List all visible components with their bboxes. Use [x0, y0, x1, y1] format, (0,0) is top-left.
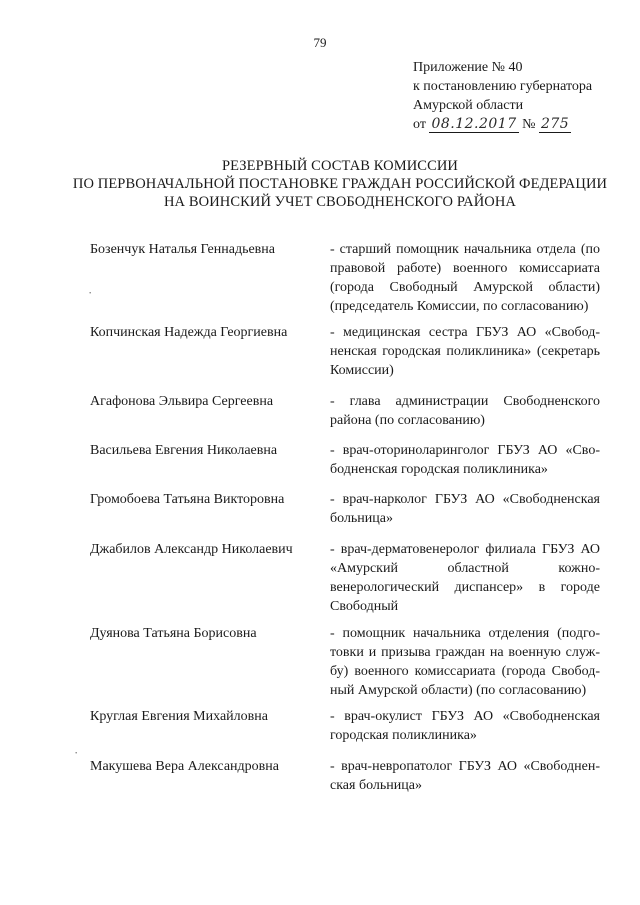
member-role: - помощник начальника отделения (подго-товки и призыва граждан на военную служ-бу) военного комиссариата (города Свобод-ный Амурской области) (по согласованию) — [330, 626, 600, 698]
handwritten-date: 08.12.2017 — [431, 116, 517, 132]
handwritten-number: 275 — [540, 116, 570, 132]
member-name: Дуянова Татьяна Борисовна — [90, 626, 257, 641]
page-number: 79 — [313, 35, 327, 50]
member-name: Бозенчук Наталья Геннадьевна — [90, 242, 275, 257]
scan-mark: · — [74, 745, 79, 760]
member-role: - врач-оториноларинголог ГБУЗ АО «Сво-бодненская городская поликлиника» — [330, 443, 600, 477]
title-line-1: РЕЗЕРВНЫЙ СОСТАВ КОМИССИИ — [222, 158, 458, 174]
appendix-line-3: Амурской области — [413, 98, 524, 113]
member-name: Круглая Евгения Михайловна — [90, 709, 268, 724]
document-title — [40, 157, 640, 211]
member-name: Агафонова Эльвира Сергеевна — [90, 394, 274, 409]
member-name: Копчинская Надежда Георгиевна — [90, 325, 288, 340]
member-role: - глава администрации Свободненского района (по согласованию) — [330, 394, 600, 428]
title-line-2: ПО ПЕРВОНАЧАЛЬНОЙ ПОСТАНОВКЕ ГРАЖДАН РОССИЙСКОЙ ФЕДЕРАЦИИ — [72, 176, 608, 192]
member-role: - старший помощник начальника отдела (по правовой работе) военного комиссариата (города Свободный Амурской области) (председатель Комиссии, по согласованию) — [330, 242, 600, 314]
title-line-3: НА ВОИНСКИЙ УЧЕТ СВОБОДНЕНСКОГО РАЙОНА — [163, 194, 516, 210]
appendix-block — [413, 58, 592, 134]
member-role: - медицинская сестра ГБУЗ АО «Свобод-ненская городская поликлиника» (секретарь Комиссии) — [330, 325, 600, 378]
scan-mark: · — [88, 285, 93, 300]
appendix-date-line — [413, 115, 592, 134]
member-name: Макушева Вера Александровна — [90, 759, 279, 774]
date-prefix: от — [413, 117, 426, 132]
member-name: Васильева Евгения Николаевна — [90, 443, 278, 458]
appendix-line-1: Приложение № 40 — [413, 60, 523, 75]
member-name: Джабилов Александр Николаевич — [90, 542, 293, 557]
member-role: - врач-невропатолог ГБУЗ АО «Свободнен-ская больница» — [330, 759, 600, 793]
member-role: - врач-окулист ГБУЗ АО «Свободненская городская поликлиника» — [330, 709, 600, 743]
member-name: Громобоева Татьяна Викторовна — [90, 492, 285, 507]
member-role: - врач-нарколог ГБУЗ АО «Свободненская больница» — [330, 492, 600, 526]
appendix-line-2: к постановлению губернатора — [413, 79, 593, 94]
number-prefix: № — [522, 117, 536, 132]
member-role: - врач-дерматовенеролог филиала ГБУЗ АО «Амурский областной кожно-венерологический диспансер» в городе Свободный — [330, 542, 600, 614]
